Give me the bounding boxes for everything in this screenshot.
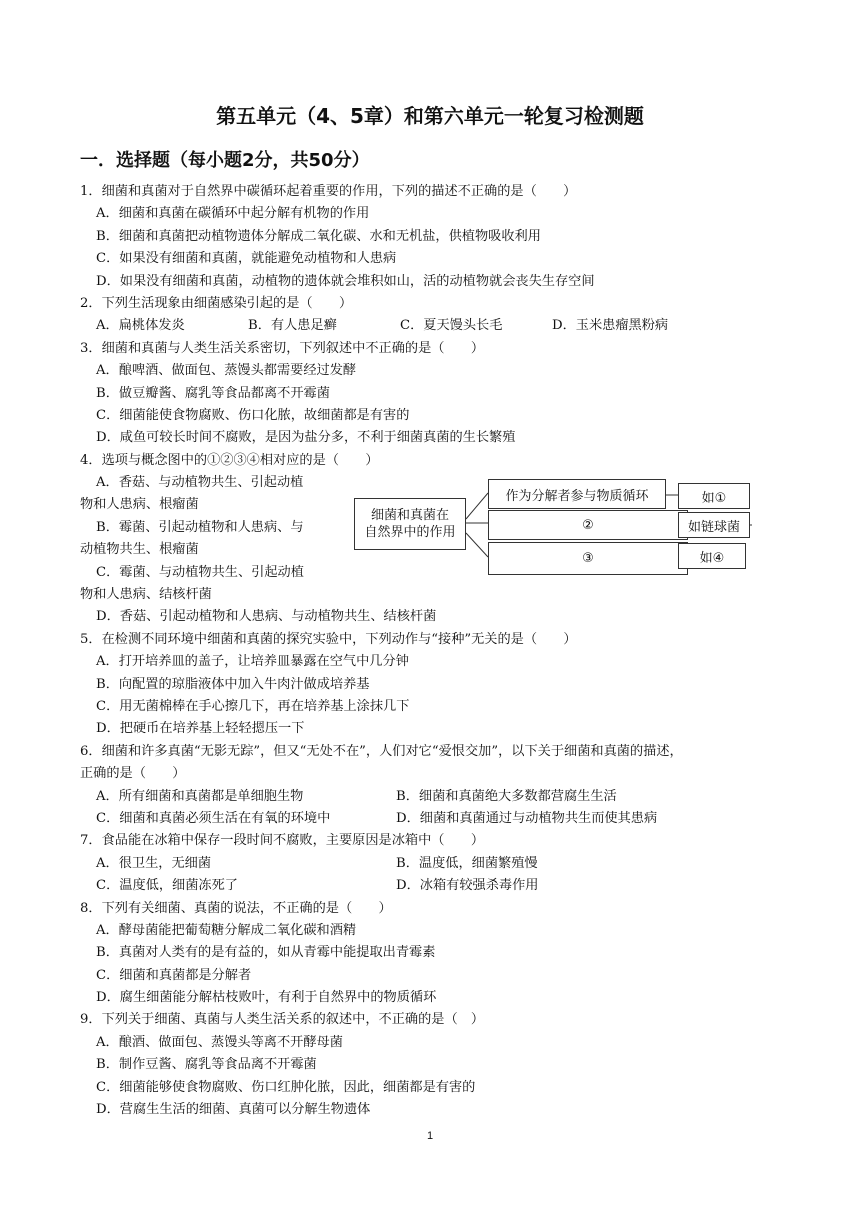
- option: B．有人患足癣: [248, 318, 337, 334]
- question-stem: 9．下列关于细菌、真菌与人类生活关系的叙述中，不正确的是（ ）: [80, 1012, 485, 1028]
- question-stem: 2．下列生活现象由细菌感染引起的是（ ）: [80, 295, 353, 311]
- question-stem: 5．在检测不同环境中细菌和真菌的探究实验中，下列动作与“接种”无关的是（ ）: [80, 631, 577, 647]
- option: B．制作豆酱、腐乳等食品离不开霉菌: [96, 1057, 317, 1073]
- option: B．霉菌、引起动植物和人患病、与: [96, 519, 304, 535]
- question-stem: 3．细菌和真菌与人类生活关系密切，下列叙述中不正确的是（ ）: [80, 340, 485, 356]
- option: D．冰箱有较强杀毒作用: [396, 878, 539, 894]
- question-list: [80, 181, 780, 1121]
- option: B．真菌对人类有的是有益的，如从青霉中能提取出青霉素: [96, 945, 436, 961]
- question-stem-continuation: 正确的是（ ）: [80, 766, 186, 782]
- option-row: [80, 875, 780, 897]
- page-number: 1: [426, 1130, 434, 1142]
- option-continuation: 动植物共生、根瘤菌: [80, 542, 199, 558]
- option: C．霉菌、与动植物共生、引起动植: [96, 564, 304, 580]
- option: C．细菌能使食物腐败、伤口化脓，故细菌都是有害的: [96, 407, 410, 423]
- option: B．细菌和真菌把动植物遗体分解成二氧化碳、水和无机盐，供植物吸收利用: [96, 228, 541, 244]
- question-stem: 7．食品能在冰箱中保存一段时间不腐败，主要原因是冰箱中（ ）: [80, 833, 485, 849]
- diagram-branch-1: 作为分解者参与物质循环: [488, 479, 666, 509]
- option-row: [80, 853, 780, 875]
- option: C．细菌和真菌必须生活在有氧的环境中: [96, 810, 331, 826]
- option: B．温度低，细菌繁殖慢: [396, 855, 538, 871]
- diagram-example-2: 如链球菌: [678, 512, 750, 538]
- option: C．细菌能够使食物腐败、伤口红肿化脓，因此，细菌都是有害的: [96, 1079, 476, 1095]
- option-continuation: 物和人患病、根瘤菌: [80, 497, 199, 513]
- option: D．营腐生生活的细菌、真菌可以分解生物遗体: [96, 1102, 371, 1118]
- diagram-center-line: 细菌和真菌在: [370, 508, 449, 523]
- option-continuation: 物和人患病、结核杆菌: [80, 587, 212, 603]
- option: A．香菇、与动植物共生、引起动植: [96, 475, 304, 491]
- option: A．很卫生，无细菌: [96, 855, 212, 871]
- option: D．香菇、引起动植物和人患病、与动植物共生、结核杆菌: [96, 609, 437, 625]
- option: D．咸鱼可较长时间不腐败，是因为盐分多，不利于细菌真菌的生长繁殖: [96, 430, 516, 446]
- option: D．细菌和真菌通过与动植物共生而使其患病: [396, 810, 658, 826]
- option: A．酵母菌能把葡萄糖分解成二氧化碳和酒精: [96, 922, 357, 938]
- option: B．做豆瓣酱、腐乳等食品都离不开霉菌: [96, 385, 330, 401]
- option: C．如果没有细菌和真菌，就能避免动植物和人患病: [96, 251, 397, 267]
- option: A．扁桃体发炎: [96, 318, 185, 334]
- option: C．夏天馒头长毛: [400, 318, 503, 334]
- diagram-center-line: 自然界中的作用: [364, 525, 456, 540]
- option: A．酿啤酒、做面包、蒸馒头都需要经过发酵: [96, 363, 357, 379]
- option: D．如果没有细菌和真菌，动植物的遗体就会堆积如山，活的动植物就会丧失生存空间: [96, 273, 595, 289]
- option: D．玉米患瘤黑粉病: [552, 318, 669, 334]
- option: A．打开培养皿的盖子，让培养皿暴露在空气中几分钟: [96, 654, 409, 670]
- option-row: [80, 808, 780, 830]
- option: D．腐生细菌能分解枯枝败叶，有利于自然界中的物质循环: [96, 990, 437, 1006]
- question-stem: 4．选项与概念图中的①②③④相对应的是（ ）: [80, 452, 379, 468]
- concept-diagram: [352, 479, 756, 581]
- option: B．向配置的琼脂液体中加入牛肉汁做成培养基: [96, 676, 370, 692]
- option: D．把硬币在培养基上轻轻摁压一下: [96, 721, 305, 737]
- diagram-example-3: 如④: [678, 543, 746, 569]
- page-title: 第五单元（4、5章）和第六单元一轮复习检测题: [216, 104, 644, 128]
- question-stem: 1．细菌和真菌对于自然界中碳循环起着重要的作用，下列的描述不正确的是（ ）: [80, 184, 577, 199]
- diagram-example-1: 如①: [678, 483, 750, 509]
- diagram-branch-2: ②: [488, 510, 688, 540]
- option-row: [80, 786, 780, 808]
- option: A．所有细菌和真菌都是单细胞生物: [96, 788, 304, 804]
- option: A．细菌和真菌在碳循环中起分解有机物的作用: [96, 206, 370, 222]
- diagram-center-box: [354, 498, 466, 550]
- option: B．细菌和真菌绝大多数都营腐生生活: [396, 788, 617, 804]
- diagram-branch-3: ③: [488, 542, 688, 575]
- option: A．酿酒、做面包、蒸馒头等离不开酵母菌: [96, 1034, 343, 1050]
- option: C．细菌和真菌都是分解者: [96, 967, 252, 983]
- section-heading: 一．选择题（每小题2分，共50分）: [80, 150, 370, 171]
- option: C．用无菌棉棒在手心擦几下，再在培养基上涂抹几下: [96, 698, 410, 714]
- question-stem: 8．下列有关细菌、真菌的说法，不正确的是（ ）: [80, 900, 392, 916]
- option-row: [80, 315, 780, 337]
- question-stem: 6．细菌和许多真菌“无影无踪”，但又“无处不在”，人们对它“爱恨交加”，以下关于细菌和真菌的描述，: [80, 743, 683, 759]
- option: C．温度低，细菌冻死了: [96, 878, 238, 894]
